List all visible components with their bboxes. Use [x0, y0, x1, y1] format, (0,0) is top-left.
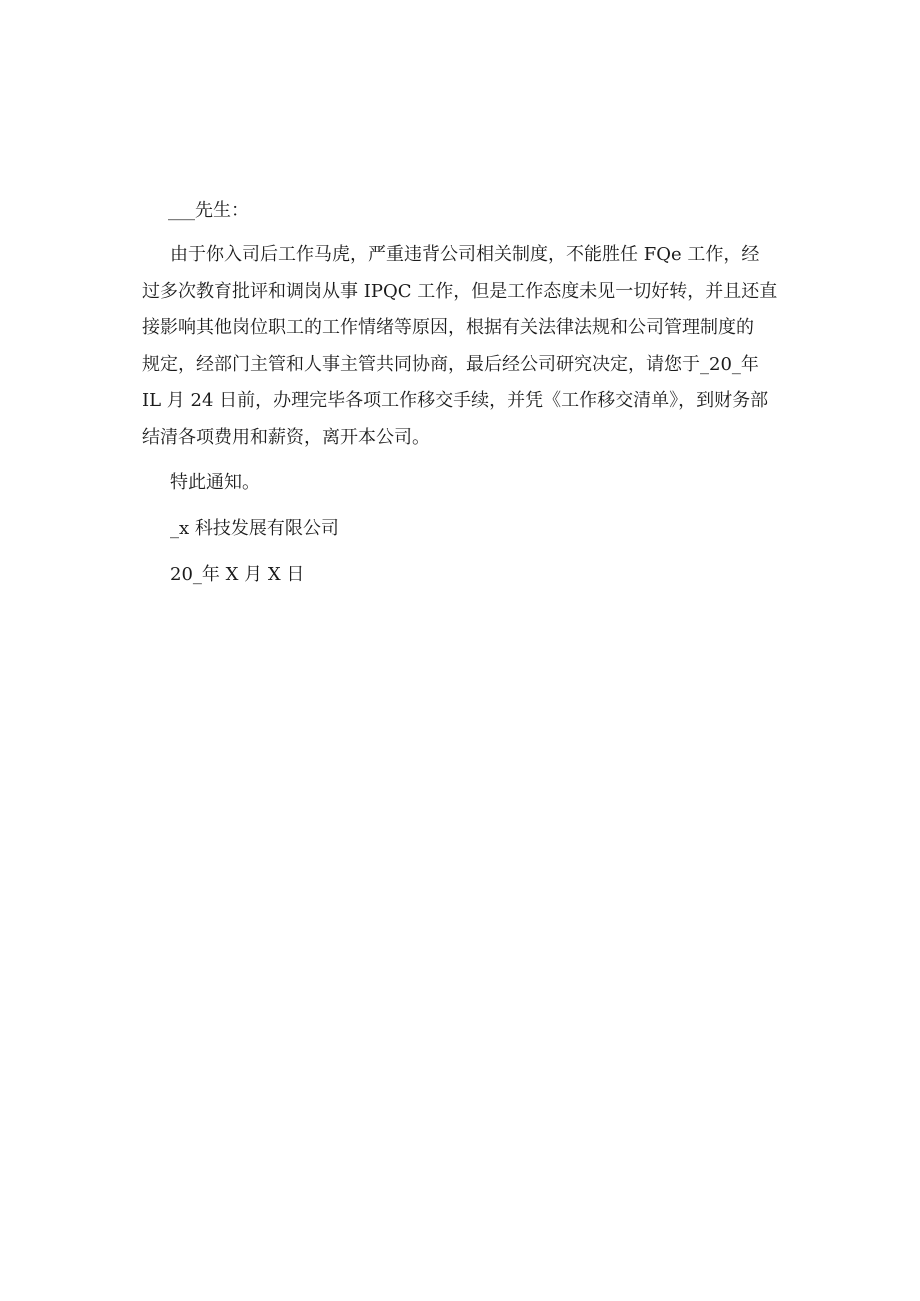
- salutation: ___先生：: [168, 200, 249, 221]
- paragraph-line: IL 月 24 日前，办理完毕各项工作移交手续，并凭《工作移交清单》，到财务部: [142, 390, 769, 411]
- paragraph-line: 由于你入司后工作马虎，严重违背公司相关制度，不能胜任 FQe 工作，经: [170, 244, 760, 265]
- paragraph-line: 接影响其他岗位职工的工作情绪等原因，根据有关法律法规和公司管理制度的: [142, 317, 754, 338]
- paragraph-line: 结清各项费用和薪资，离开本公司。: [142, 426, 430, 448]
- date-line: 20_年 X 月 X 日: [170, 564, 305, 585]
- paragraph-line: 过多次教育批评和调岗从事 IPQC 工作，但是工作态度未见一切好转，并且还直: [142, 280, 778, 302]
- company-signature: _x 科技发展有限公司: [170, 518, 339, 539]
- notice-body: [142, 193, 778, 593]
- closing-line: 特此通知。: [170, 472, 260, 493]
- paragraph-line: 规定，经部门主管和人事主管共同协商，最后经公司研究决定，请您于_20_年: [142, 353, 759, 375]
- main-paragraph: [142, 237, 778, 456]
